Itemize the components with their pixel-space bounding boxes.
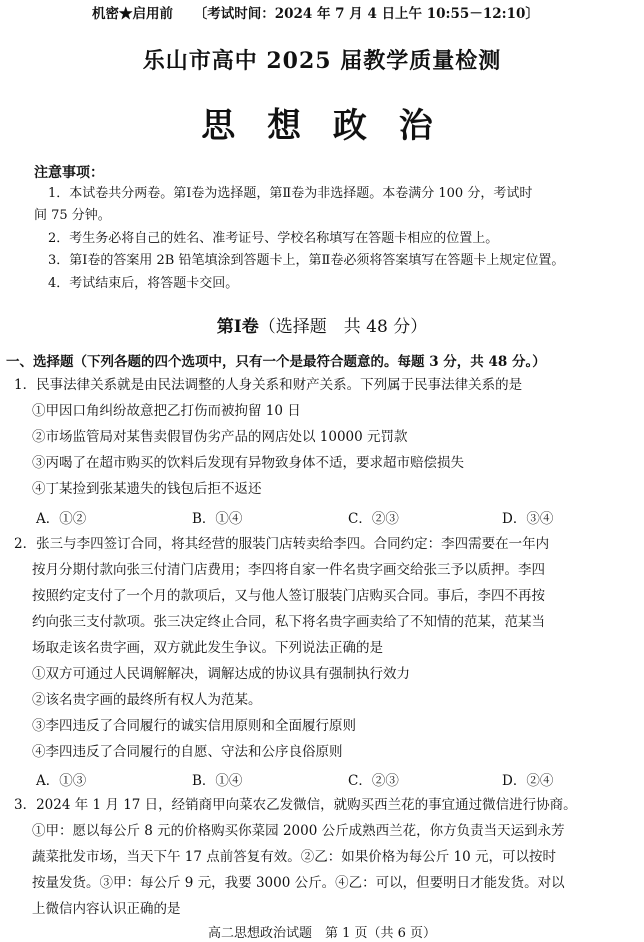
question-stem: 约向张三支付款项。张三决定终止合同，私下将名贵字画卖给了不知情的范某，范某当 [32, 614, 545, 630]
question-stem: 按照约定支付了一个月的款项后，又与他人签订服装门店购买合同。事后，李四不再按 [32, 588, 545, 604]
question-item: ④丁某捡到张某遗失的钱包后拒不返还 [32, 481, 262, 497]
option-c: C．②③ [348, 773, 399, 789]
subject-title: 思 想 政 治 [201, 106, 443, 146]
question-stem: 3．2024 年 1 月 17 日，经销商甲向菜农乙发微信，就购买西兰花的事宜通过微信进行协商。 [14, 797, 577, 813]
option-b: B．①④ [192, 773, 243, 789]
note-line: 3．第Ⅰ卷的答案用 2B 铅笔填涂到答题卡上，第Ⅱ卷必须将答案填写在答题卡上规定位置。 [48, 253, 565, 268]
section-desc: （选择题 共 48 分） [258, 317, 428, 337]
question-item: ①双方可通过人民调解解决，调解达成的协议具有强制执行效力 [32, 666, 410, 682]
question-stem: 上微信内容认识正确的是 [32, 901, 181, 917]
paper-title: 乐山市高中 2025 届教学质量检测 [142, 48, 502, 74]
section-label: 第Ⅰ卷 [216, 317, 259, 337]
question-item: ②该名贵字画的最终所有权人为范某。 [32, 692, 262, 708]
confidential-label: 机密★启用前 [92, 6, 173, 22]
option-d: D．③④ [502, 511, 554, 527]
notes-title: 注意事项： [34, 165, 104, 181]
note-line: 1．本试卷共分两卷。第Ⅰ卷为选择题，第Ⅱ卷为非选择题。本卷满分 100 分，考试时 [48, 186, 533, 201]
question-stem: 按月分期付款向张三付清门店费用；李四将自家一件名贵字画交给张三予以质押。李四 [32, 562, 545, 578]
question-item: ②市场监管局对某售卖假冒伪劣产品的网店处以 10000 元罚款 [32, 429, 408, 445]
note-line: 4．考试结束后，将答题卡交回。 [48, 276, 239, 291]
question-stem: 蔬菜批发市场，当天下午 17 点前答复有效。②乙：如果价格为每公斤 10 元，可以按时 [32, 849, 557, 865]
exam-header [92, 2, 539, 22]
note-line: 间 75 分钟。 [34, 208, 111, 223]
option-a: A．①③ [36, 773, 87, 789]
question-item: ③李四违反了合同履行的诚实信用原则和全面履行原则 [32, 718, 356, 734]
question-item: ①甲因口角纠纷故意把乙打伤而被拘留 10 日 [32, 403, 301, 419]
question-stem: 场取走该名贵字画，双方就此发生争议。下列说法正确的是 [32, 640, 383, 656]
section-heading [0, 312, 644, 337]
question-stem: ①甲：愿以每公斤 8 元的价格购买你菜园 2000 公斤成熟西兰花，你方负责当天运到永芳 [32, 823, 565, 839]
question-item: ③丙喝了在超市购买的饮料后发现有异物致身体不适，要求超市赔偿损失 [32, 455, 464, 471]
option-a: A．①② [36, 511, 87, 527]
option-c: C．②③ [348, 511, 399, 527]
option-d: D．②④ [502, 773, 554, 789]
question-stem: 按量发货。③甲：每公斤 9 元，我要 3000 公斤。④乙：可以，但要明日才能发货。对以 [32, 875, 565, 891]
question-stem: 2．张三与李四签订合同，将其经营的服装门店转卖给李四。合同约定：李四需要在一年内 [14, 536, 550, 552]
note-line: 2．考生务必将自己的姓名、准考证号、学校名称填写在答题卡相应的位置上。 [48, 231, 499, 246]
page-footer: 高二思想政治试题 第 1 页（共 6 页） [207, 926, 437, 941]
question-item: ④李四违反了合同履行的自愿、守法和公序良俗原则 [32, 744, 343, 760]
exam-time: 〔考试时间：2024 年 7 月 4 日上午 10:55－12:10〕 [193, 6, 539, 22]
question-stem: 1．民事法律关系就是由民法调整的人身关系和财产关系。下列属于民事法律关系的是 [14, 377, 523, 393]
option-b: B．①④ [192, 511, 243, 527]
part-heading: 一、选择题（下列各题的四个选项中，只有一个是最符合题意的。每题 3 分，共 48 分。） [6, 354, 546, 370]
